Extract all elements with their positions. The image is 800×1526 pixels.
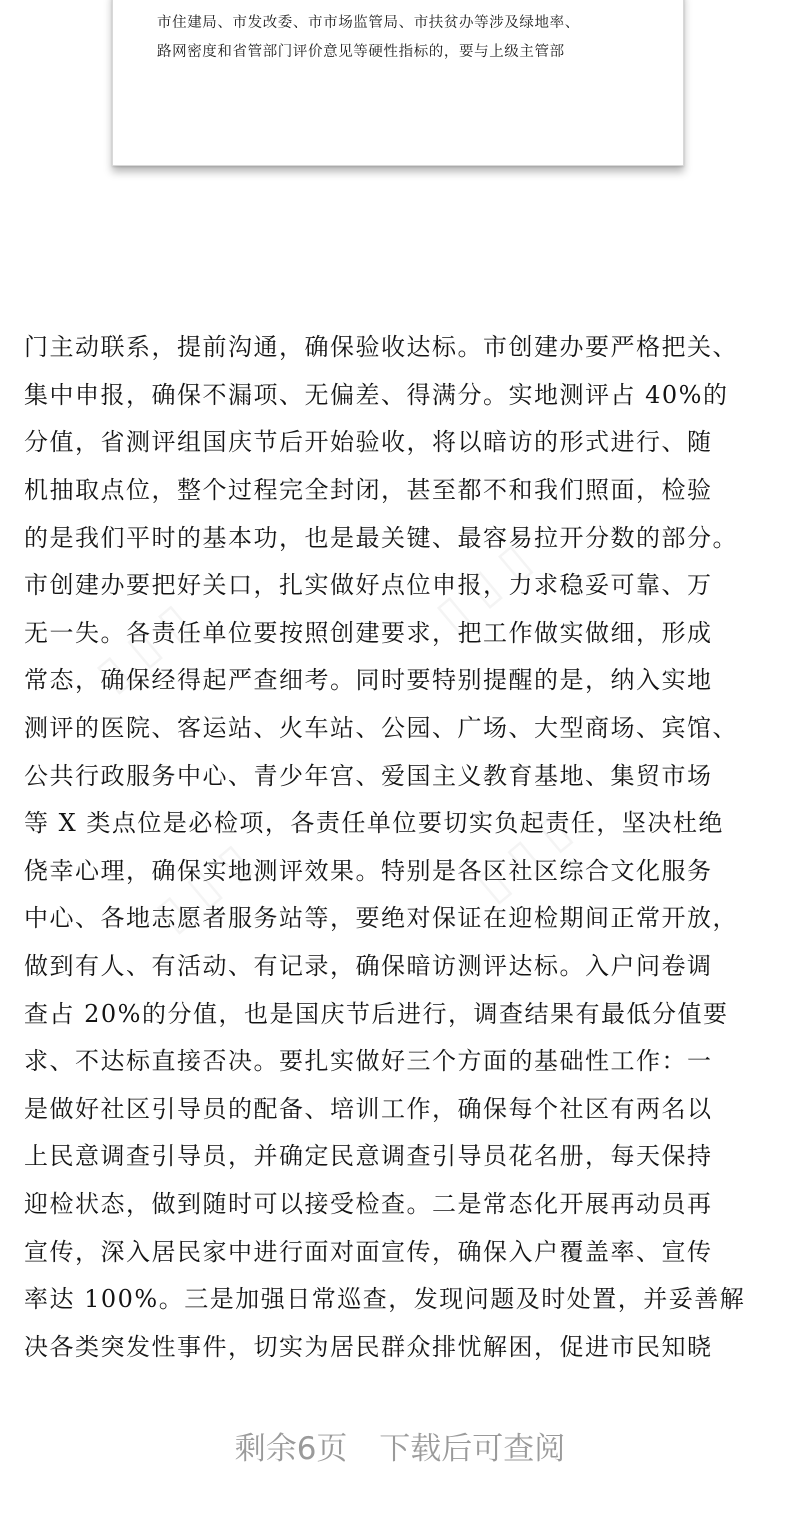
body-text-line: 机抽取点位，整个过程完全封闭，甚至都不和我们照面，检验 [24, 476, 713, 504]
card-text-line: 路网密度和省管部门评价意见等硬性指标的，要与上级主管部 [157, 44, 565, 60]
body-text-line: 决各类突发性事件，切实为居民群众排忧解困，促进市民知晓 [24, 1333, 713, 1361]
body-text-line: 常态，确保经得起严查细考。同时要特别提醒的是，纳入实地 [24, 666, 713, 694]
previous-page-card [112, 0, 684, 166]
body-text-line: 中心、各地志愿者服务站等，要绝对保证在迎检期间正常开放， [24, 904, 738, 932]
body-text-line: 门主动联系，提前沟通，确保验收达标。市创建办要严格把关、 [24, 333, 738, 361]
body-text-line: 宣传，深入居民家中进行面对面宣传，确保入户覆盖率、宣传 [24, 1238, 713, 1266]
body-text-line: 上民意调查引导员，并确定民意调查引导员花名册，每天保持 [24, 1142, 713, 1170]
card-text-line: 市住建局、市发改委、市市场监管局、市扶贫办等涉及绿地率、 [157, 15, 580, 31]
download-to-view-remaining-link[interactable]: 剩余6页 下载后可查阅 [234, 1431, 566, 1467]
body-text-line: 迎检状态，做到随时可以接受检查。二是常态化开展再动员再 [24, 1190, 713, 1218]
body-text-line: 集中申报，确保不漏项、无偏差、得满分。实地测评占 40%的 [24, 381, 729, 409]
body-text-line: 测评的医院、客运站、火车站、公园、广场、大型商场、宾馆、 [24, 714, 738, 742]
body-text-line: 市创建办要把好关口，扎实做好点位申报，力求稳妥可靠、万 [24, 571, 713, 599]
body-text-line: 做到有人、有活动、有记录，确保暗访测评达标。入户问卷调 [24, 952, 713, 980]
body-text-line: 等 X 类点位是必检项，各责任单位要切实负起责任，坚决杜绝 [24, 809, 724, 837]
body-text-line: 无一失。各责任单位要按照创建要求，把工作做实做细，形成 [24, 619, 713, 647]
body-text-line: 查占 20%的分值，也是国庆节后进行，调查结果有最低分值要 [24, 1000, 729, 1028]
body-text-line: 是做好社区引导员的配备、培训工作，确保每个社区有两名以 [24, 1095, 713, 1123]
body-text-line: 侥幸心理，确保实地测评效果。特别是各区社区综合文化服务 [24, 857, 713, 885]
body-text-line: 率达 100%。三是加强日常巡查，发现问题及时处置，并妥善解 [24, 1285, 746, 1313]
body-text-line: 求、不达标直接否决。要扎实做好三个方面的基础性工作：一 [24, 1047, 713, 1075]
body-text-line: 公共行政服务中心、青少年宫、爱国主义教育基地、集贸市场 [24, 762, 713, 790]
body-text-line: 的是我们平时的基本功，也是最关键、最容易拉开分数的部分。 [24, 524, 738, 552]
body-text-line: 分值，省测评组国庆节后开始验收，将以暗访的形式进行、随 [24, 428, 713, 456]
